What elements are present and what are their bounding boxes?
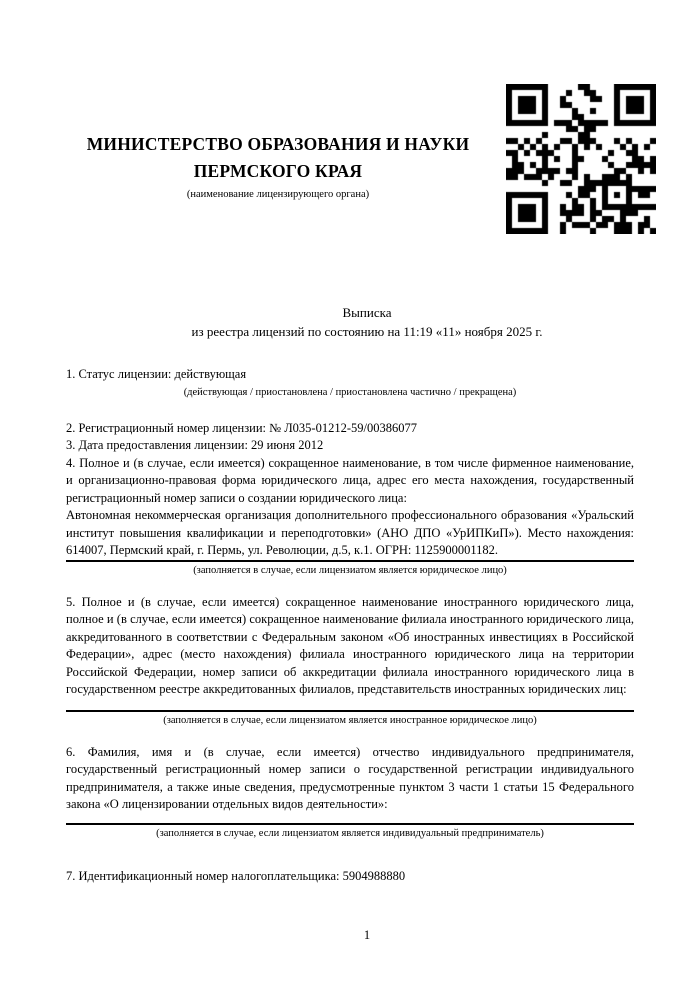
foreign-entity-underline [66,710,634,712]
licensing-authority-caption: (наименование лицензирующего органа) [186,189,370,200]
item-foreign-entity [66,594,634,728]
legal-entity-clause-text: 4. Полное и (в случае, если имеется) сокращенное наименование, в том числе фирменное наименование, и организационно-правовая форма юридического лица, адрес его места нахождения, государственный регистрационный номер записи о создании юридического лица: [66,455,634,505]
entrepreneur-note: (заполняется в случае, если лицензиатом является индивидуальный предприниматель) [156,827,544,839]
registration-number-text: 2. Регистрационный номер лицензии: № Л035-01212-59/00386077 [66,420,417,435]
document-body [66,366,634,885]
legal-entity-underline [66,560,634,562]
entrepreneur-clause-text: 6. Фамилия, имя и (в случае, если имеется) отчество индивидуального предпринимателя, государственный регистрационный номер записи о государственной регистрации индивидуального предпринимателя, а также иные сведения, предусмотренные пунктом 3 части 1 статьи 15 Федерального закона «О лицензировании отдельных видов деятельности»: [66,744,634,811]
foreign-entity-clause-text: 5. Полное и (в случае, если имеется) сокращенное наименование иностранного юридического лица, полное и (в случае, если имеется) сокращенное наименование филиала иностранного юридического лица, аккредитованного в соответствии с Федеральным законом «Об иностранных инвестициях в Российской Федерации», адрес (место нахождения) филиала иностранного юридического лица на территории Российской Федерации, номер записи об аккредитации филиала иностранного юридического лица в государственном реестре аккредитованных филиалов, представительств иностранных юридических лиц: [66,594,634,696]
license-status-note: (действующая / приостановлена / приостановлена частично / прекращена) [183,386,517,398]
foreign-entity-note: (заполняется в случае, если лицензиатом является иностранное юридическое лицо) [163,714,537,726]
licensing-authority-header [66,131,490,202]
item-license-status [66,366,634,400]
license-status-text: 1. Статус лицензии: действующая [66,367,247,381]
foreign-entity-value [66,699,634,710]
license-grant-date-text: 3. Дата предоставления лицензии: 29 июня 2012 [66,438,324,452]
legal-entity-value: Автономная некоммерческая организация дополнительного профессионального образования «Уральский институт повышения квалификации и переподготовки» (АНО ДПО «УрИПКиП»). Место нахождения: 614007, Пермский край, г. Пермь, ул. Революции, д.5, к.1. ОГРН: 1125900001182. [66,508,634,557]
legal-entity-note: (заполняется в случае, если лицензиатом является юридическое лицо) [193,564,507,576]
ministry-name-line2: ПЕРМСКОГО КРАЯ [193,161,363,181]
page-number: 1 [363,928,371,942]
item-individual-entrepreneur [66,744,634,841]
document-title-line1: Выписка [342,305,392,320]
item-legal-entity [66,455,634,578]
entrepreneur-value [66,814,634,823]
taxpayer-number-text: 7. Идентификационный номер налогоплательщика: 5904988880 [66,868,406,883]
entrepreneur-underline [66,823,634,825]
qr-code [506,84,656,234]
document-title-line2: из реестра лицензий по состоянию на 11:19 «11» ноября 2025 г. [191,324,543,339]
document-title [100,303,634,341]
ministry-name-line1: МИНИСТЕРСТВО ОБРАЗОВАНИЯ И НАУКИ [86,134,470,154]
